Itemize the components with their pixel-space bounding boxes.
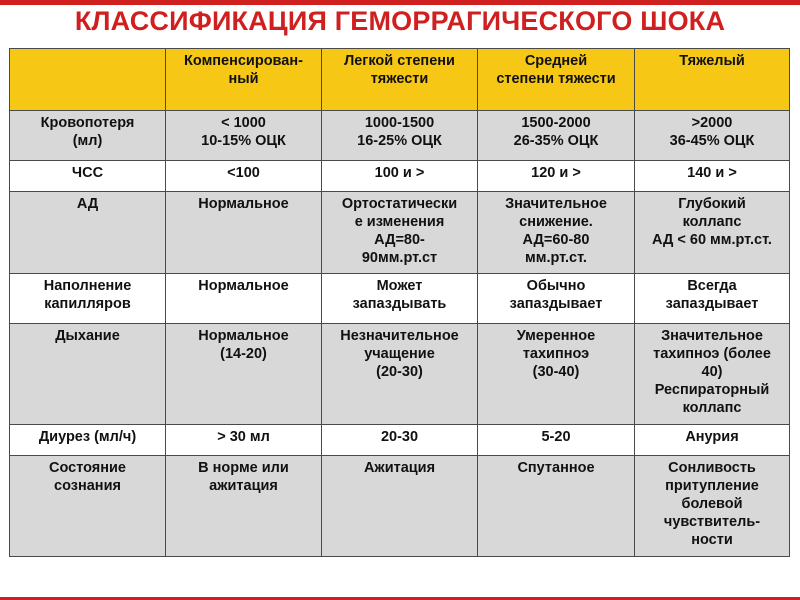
- table-cell: Ортостатически е изменения АД=80- 90мм.рт.ст: [322, 192, 478, 274]
- table-cell: 140 и >: [635, 161, 790, 192]
- table-cell: 120 и >: [478, 161, 635, 192]
- table-cell: <100: [166, 161, 322, 192]
- row-label: АД: [10, 192, 166, 274]
- table-cell: Нормальное (14-20): [166, 324, 322, 425]
- shock-classification-table: [9, 48, 790, 557]
- table-cell: Нормальное: [166, 192, 322, 274]
- table-cell: Всегда запаздывает: [635, 274, 790, 324]
- table-row: [10, 161, 790, 192]
- table-cell: Значительное снижение. АД=60-80 мм.рт.ст.: [478, 192, 635, 274]
- table-cell: В норме или ажитация: [166, 456, 322, 557]
- table-cell: 20-30: [322, 425, 478, 456]
- slide-title: КЛАССИФИКАЦИЯ ГЕМОРРАГИЧЕСКОГО ШОКА: [74, 6, 726, 36]
- table-cell: Ажитация: [322, 456, 478, 557]
- table-cell: 1500-2000 26-35% ОЦК: [478, 111, 635, 161]
- table-cell: Анурия: [635, 425, 790, 456]
- table-cell: Глубокий коллапс АД < 60 мм.рт.ст.: [635, 192, 790, 274]
- row-label: Диурез (мл/ч): [10, 425, 166, 456]
- table-cell: >2000 36-45% ОЦК: [635, 111, 790, 161]
- table-cell: Нормальное: [166, 274, 322, 324]
- table-cell: Спутанное: [478, 456, 635, 557]
- row-label: Состояние сознания: [10, 456, 166, 557]
- table-row: [10, 324, 790, 425]
- table-row: [10, 456, 790, 557]
- header-cell: [10, 49, 166, 111]
- table-cell: 5-20: [478, 425, 635, 456]
- table-row: [10, 425, 790, 456]
- table-cell: > 30 мл: [166, 425, 322, 456]
- table-cell: Умеренное тахипноэ (30-40): [478, 324, 635, 425]
- table-row: [10, 111, 790, 161]
- header-cell: Компенсирован- ный: [166, 49, 322, 111]
- row-label: Дыхание: [10, 324, 166, 425]
- table-cell: Сонливость притупление болевой чувствитель- ности: [635, 456, 790, 557]
- table-row: [10, 192, 790, 274]
- row-label: ЧСС: [10, 161, 166, 192]
- row-label: Кровопотеря (мл): [10, 111, 166, 161]
- table-cell: Может запаздывать: [322, 274, 478, 324]
- table-row: [10, 274, 790, 324]
- row-label: Наполнение капилляров: [10, 274, 166, 324]
- top-accent-bar: [0, 0, 800, 5]
- table-cell: 1000-1500 16-25% ОЦК: [322, 111, 478, 161]
- table-cell: < 1000 10-15% ОЦК: [166, 111, 322, 161]
- table-cell: 100 и >: [322, 161, 478, 192]
- table-cell: Значительное тахипноэ (более 40) Респираторный коллапс: [635, 324, 790, 425]
- table-cell: Обычно запаздывает: [478, 274, 635, 324]
- header-cell: Тяжелый: [635, 49, 790, 111]
- table-cell: Незначительное учащение (20-30): [322, 324, 478, 425]
- table-header-row: [10, 49, 790, 111]
- header-cell: Легкой степени тяжести: [322, 49, 478, 111]
- header-cell: Средней степени тяжести: [478, 49, 635, 111]
